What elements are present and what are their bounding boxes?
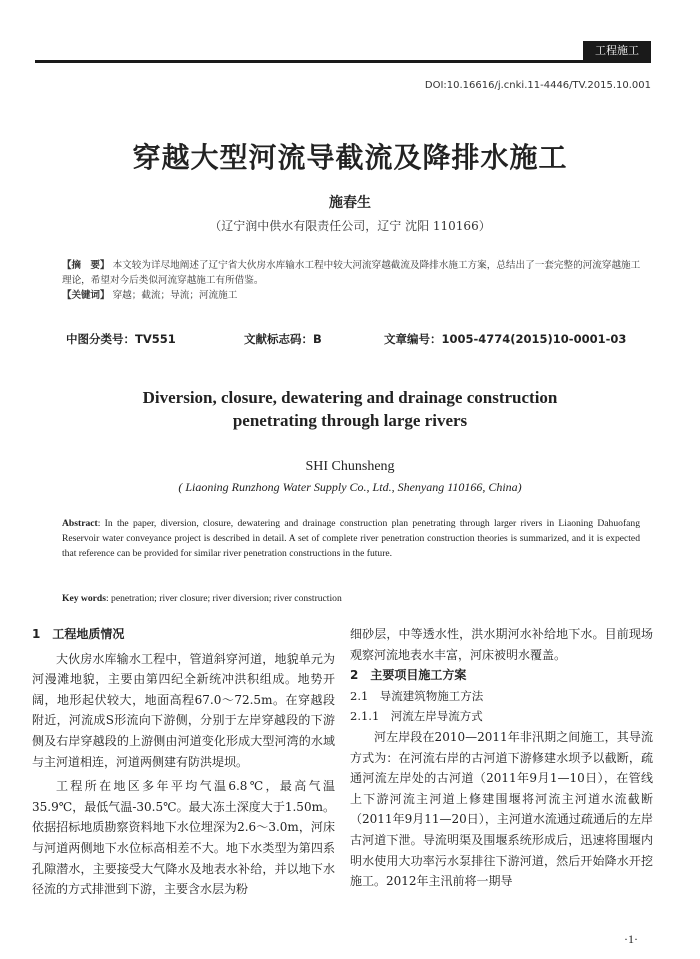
article-number: 文章编号：1005-4774(2015)10-0001-03: [384, 332, 627, 346]
title-en-line2: penetrating through large rivers: [232, 411, 468, 430]
abstract-zh-label: 【摘 要】: [62, 260, 110, 271]
section-2-1-1-heading: 2.1.1 河流左岸导流方式: [350, 709, 483, 724]
section-2-heading: 2 主要项目施工方案: [350, 668, 467, 683]
abstract-en-text: : In the paper, diversion, closure, dewatering and drainage construction plan penetrating through larger rivers in Liaoning Dahuofang Reservoir water conveyance project is described in detail. A set of complete river penetration construction theories is summarized, and it is expected that reference can be provided for similar river penetration constructions in the future.: [62, 518, 640, 559]
abstract-en-label: Abstract: [62, 518, 98, 529]
clc-number: 中图分类号：TV551: [66, 332, 176, 346]
section-1-paragraph-1: 大伙房水库输水工程中，管道斜穿河道，地貌单元为河漫滩地貌，主要由第四纪全新统冲洪积组成。地势开阔，地形起伏较大，地面高程67.0～72.5m。在穿越段附近，河流成S形流向下游侧，分别于左岸穿越段的下游侧及右岸穿越段的上游侧由河道变化形成大型河湾的水域与主河道相连，河道两侧建有防洪堤坝。: [32, 651, 335, 769]
header-rule: [35, 60, 651, 63]
section-2-1-1-paragraph: 河左岸段在2010—2011年非汛期之间施工，其导流方式为：在河流右岸的古河道下游修建水坝予以截断，疏通河流左岸处的古河道（2011年9月1—10日），在管线上下游河流主河道上修建围堰将河流主河道水流截断（2011年9月11—20日），主河道水流通过疏通后的左岸古河道下泄。导流明渠及围堰系统形成后，迅速将围堰内明水使用大功率污水泵排往下游河道，然后开始降水开挖施工。2012年主汛前将一期导: [350, 729, 653, 889]
abstract-zh-body: [62, 258, 642, 288]
abstract-zh-text: 本文较为详尽地阐述了辽宁省大伙房水库输水工程中较大河流穿越截流及降排水施工方案，总结出了一套完整的河流穿越施工理论，希望对今后类似河流穿越施工有所借鉴。: [62, 260, 641, 286]
body-column-left: [32, 624, 335, 900]
section-1-paragraph-2: 工程所在地区多年平均气温6.8℃，最高气温35.9℃，最低气温-30.5℃。最大冻土深度大于1.50m。依据招标地质勘察资料地下水位埋深为2.6～3.0m，河床与河道两侧地下水位标高相差不大。地下水类型为第四系孔隙潜水，主要接受大气降水及地表水补给，并以地下水径流的方式排泄到下游，主要含水层为粉: [32, 779, 335, 897]
keywords-en-label: Key words: [62, 593, 106, 604]
keywords-en-text: : penetration; river closure; river diversion; river construction: [105, 593, 342, 604]
body-column-right: [350, 624, 653, 892]
keywords-en: [62, 593, 640, 604]
section-1-heading: 1 工程地质情况: [32, 627, 125, 641]
title-en-line1: Diversion, closure, dewatering and drainage construction: [142, 388, 558, 407]
author-zh: 施春生: [329, 195, 371, 211]
page-number: ·1·: [624, 932, 638, 946]
section-2-1-heading: 2.1 导流建筑物施工方法: [350, 688, 484, 703]
abstract-zh: [62, 258, 642, 303]
abstract-en: [62, 516, 640, 561]
author-en: SHI Chunsheng: [305, 459, 395, 474]
affiliation-en: ( Liaoning Runzhong Water Supply Co., Ltd., Shenyang 110166, China): [178, 480, 522, 494]
doi[interactable]: DOI:10.16616/j.cnki.11-4446/TV.2015.10.001: [424, 80, 651, 91]
section-1-paragraph-2-continued: 细砂层，中等透水性，洪水期河水补给地下水。目前现场观察河流地表水丰富，河床被明水覆盖。: [350, 627, 653, 662]
keywords-zh-label: 【关键词】: [62, 290, 110, 301]
doc-code: 文献标志码：B: [244, 332, 322, 346]
section-tag: 工程施工: [583, 41, 651, 61]
title-zh: 穿越大型河流导截流及降排水施工: [132, 141, 568, 174]
keywords-zh-text: 穿越；截流；导流；河流施工: [112, 290, 238, 301]
title-en: [0, 386, 700, 432]
keywords-zh: [62, 288, 642, 303]
affiliation-zh: （辽宁润中供水有限责任公司，辽宁 沈阳 110166）: [209, 219, 491, 233]
classification-line: [56, 331, 646, 347]
